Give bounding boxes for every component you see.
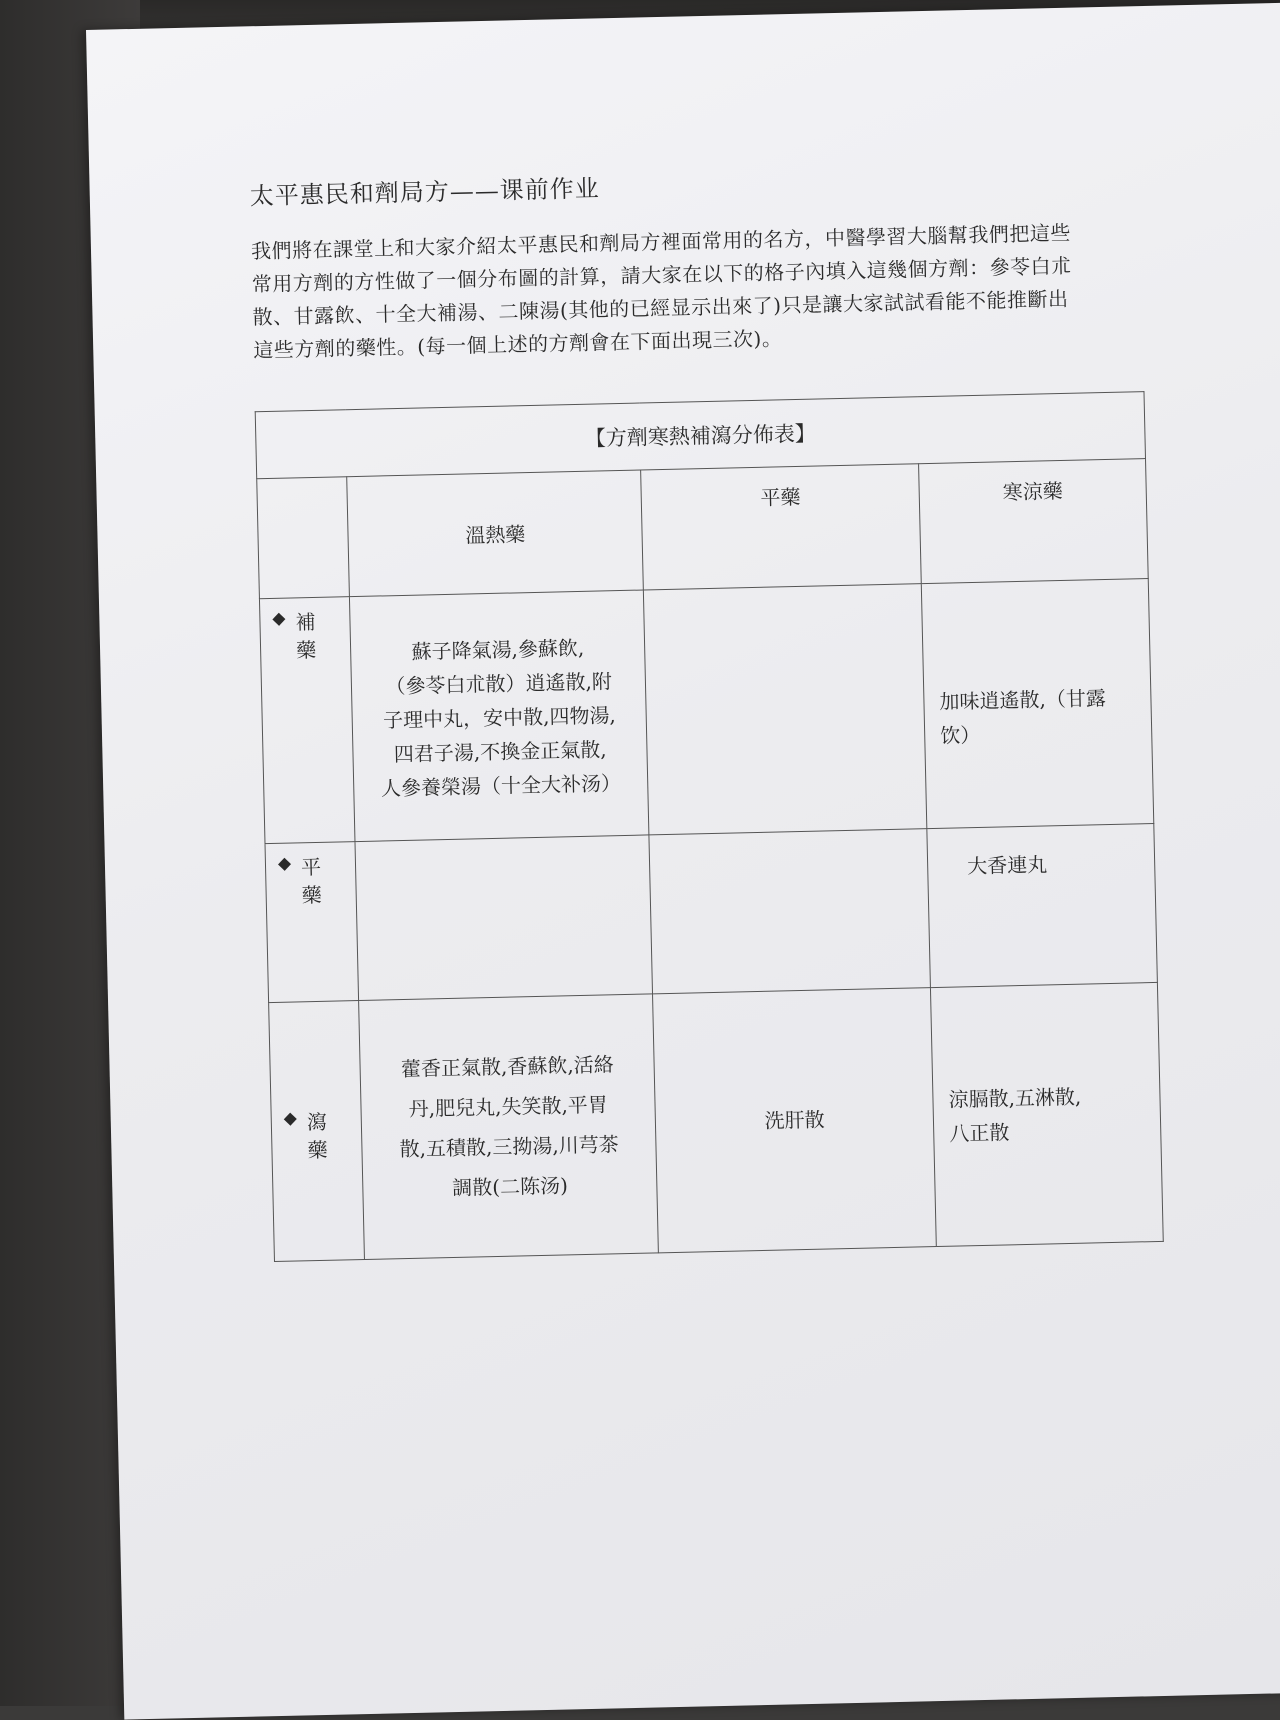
cell-line: 散,五積散,三拗湯,川芎茶	[399, 1132, 619, 1162]
document-body	[249, 155, 1193, 1262]
cell-line: 四君子湯,不換金正氣散,	[393, 737, 607, 767]
cell-purge-cold	[931, 982, 1164, 1246]
cell-line: 大香連丸	[966, 852, 1048, 879]
cell-text	[651, 830, 926, 852]
row-label-text: 瀉藥	[306, 1109, 328, 1163]
cell-line: 蘇子降氣湯,參蘇飲,	[411, 635, 585, 664]
cell-purge-warm	[359, 994, 659, 1260]
cell-line: 調散(二陈汤)	[451, 1173, 569, 1200]
table-row	[269, 982, 1164, 1261]
header-corner	[257, 477, 350, 599]
diamond-bullet-icon: ◆	[272, 608, 286, 629]
cell-tonify-cold	[921, 579, 1153, 829]
table-row	[265, 823, 1157, 1002]
cell-neutral-cold	[927, 823, 1157, 987]
distribution-table	[255, 391, 1164, 1262]
cell-line: 人參養榮湯（十全大补汤）	[380, 771, 622, 801]
diamond-bullet-icon: ◆	[277, 853, 292, 874]
row-label-tonify	[259, 597, 355, 844]
row-label-text: 補藥	[295, 609, 317, 663]
cell-line: （參苓白朮散）逍遙散,附	[385, 669, 613, 699]
cell-tonify-neutral	[644, 584, 927, 835]
header-row	[257, 459, 1148, 599]
cell-line: 丹,肥兒丸,失笑散,平胃	[408, 1092, 609, 1121]
row-label-neutral	[265, 842, 359, 1003]
cell-line: 八正散	[949, 1120, 1010, 1146]
cell-neutral-neutral	[649, 829, 930, 994]
diamond-bullet-icon: ◆	[283, 1108, 298, 1129]
intro-paragraph: 我們將在課堂上和大家介紹太平惠民和劑局方裡面常用的名方，中醫學習大腦幫我們把這些常用方劑的方性做了一個分布圖的計算，請大家在以下的格子內填入這幾個方劑：參苓白朮散、甘露飲、十全大補湯、二陳湯(其他的已經显示出來了)只是讓大家試試看能不能推斷出這些方劑的藥性。(每一個上述的方劑會在下面出現三次)。	[250, 220, 1072, 363]
cell-line: 涼膈散,五淋散,	[948, 1084, 1082, 1112]
cell-line: 饮）	[940, 722, 981, 748]
cell-line: 子理中丸，安中散,四物湯,	[382, 703, 617, 733]
header-neutral: 平藥	[641, 464, 922, 590]
row-label-text: 平藥	[300, 854, 323, 908]
paper-sheet	[86, 3, 1280, 1720]
row-label-purge	[269, 1001, 365, 1262]
cell-neutral-warm	[355, 835, 652, 1001]
header-warm: 溫熱藥	[347, 470, 644, 597]
table-caption: 【方劑寒熱補瀉分佈表】	[255, 392, 1145, 479]
cell-text	[645, 585, 920, 607]
document-title: 太平惠民和劑局方——课前作业	[249, 174, 601, 211]
header-cold: 寒涼藥	[919, 459, 1149, 584]
table-row	[259, 579, 1153, 844]
cell-purge-neutral	[653, 988, 937, 1253]
cell-line: 加味逍遙散,（甘露	[939, 686, 1107, 714]
cell-tonify-warm	[350, 590, 649, 842]
cell-text: 洗肝散	[764, 1107, 825, 1133]
cell-line: 藿香正氣散,香蘇飲,活絡	[400, 1052, 614, 1082]
